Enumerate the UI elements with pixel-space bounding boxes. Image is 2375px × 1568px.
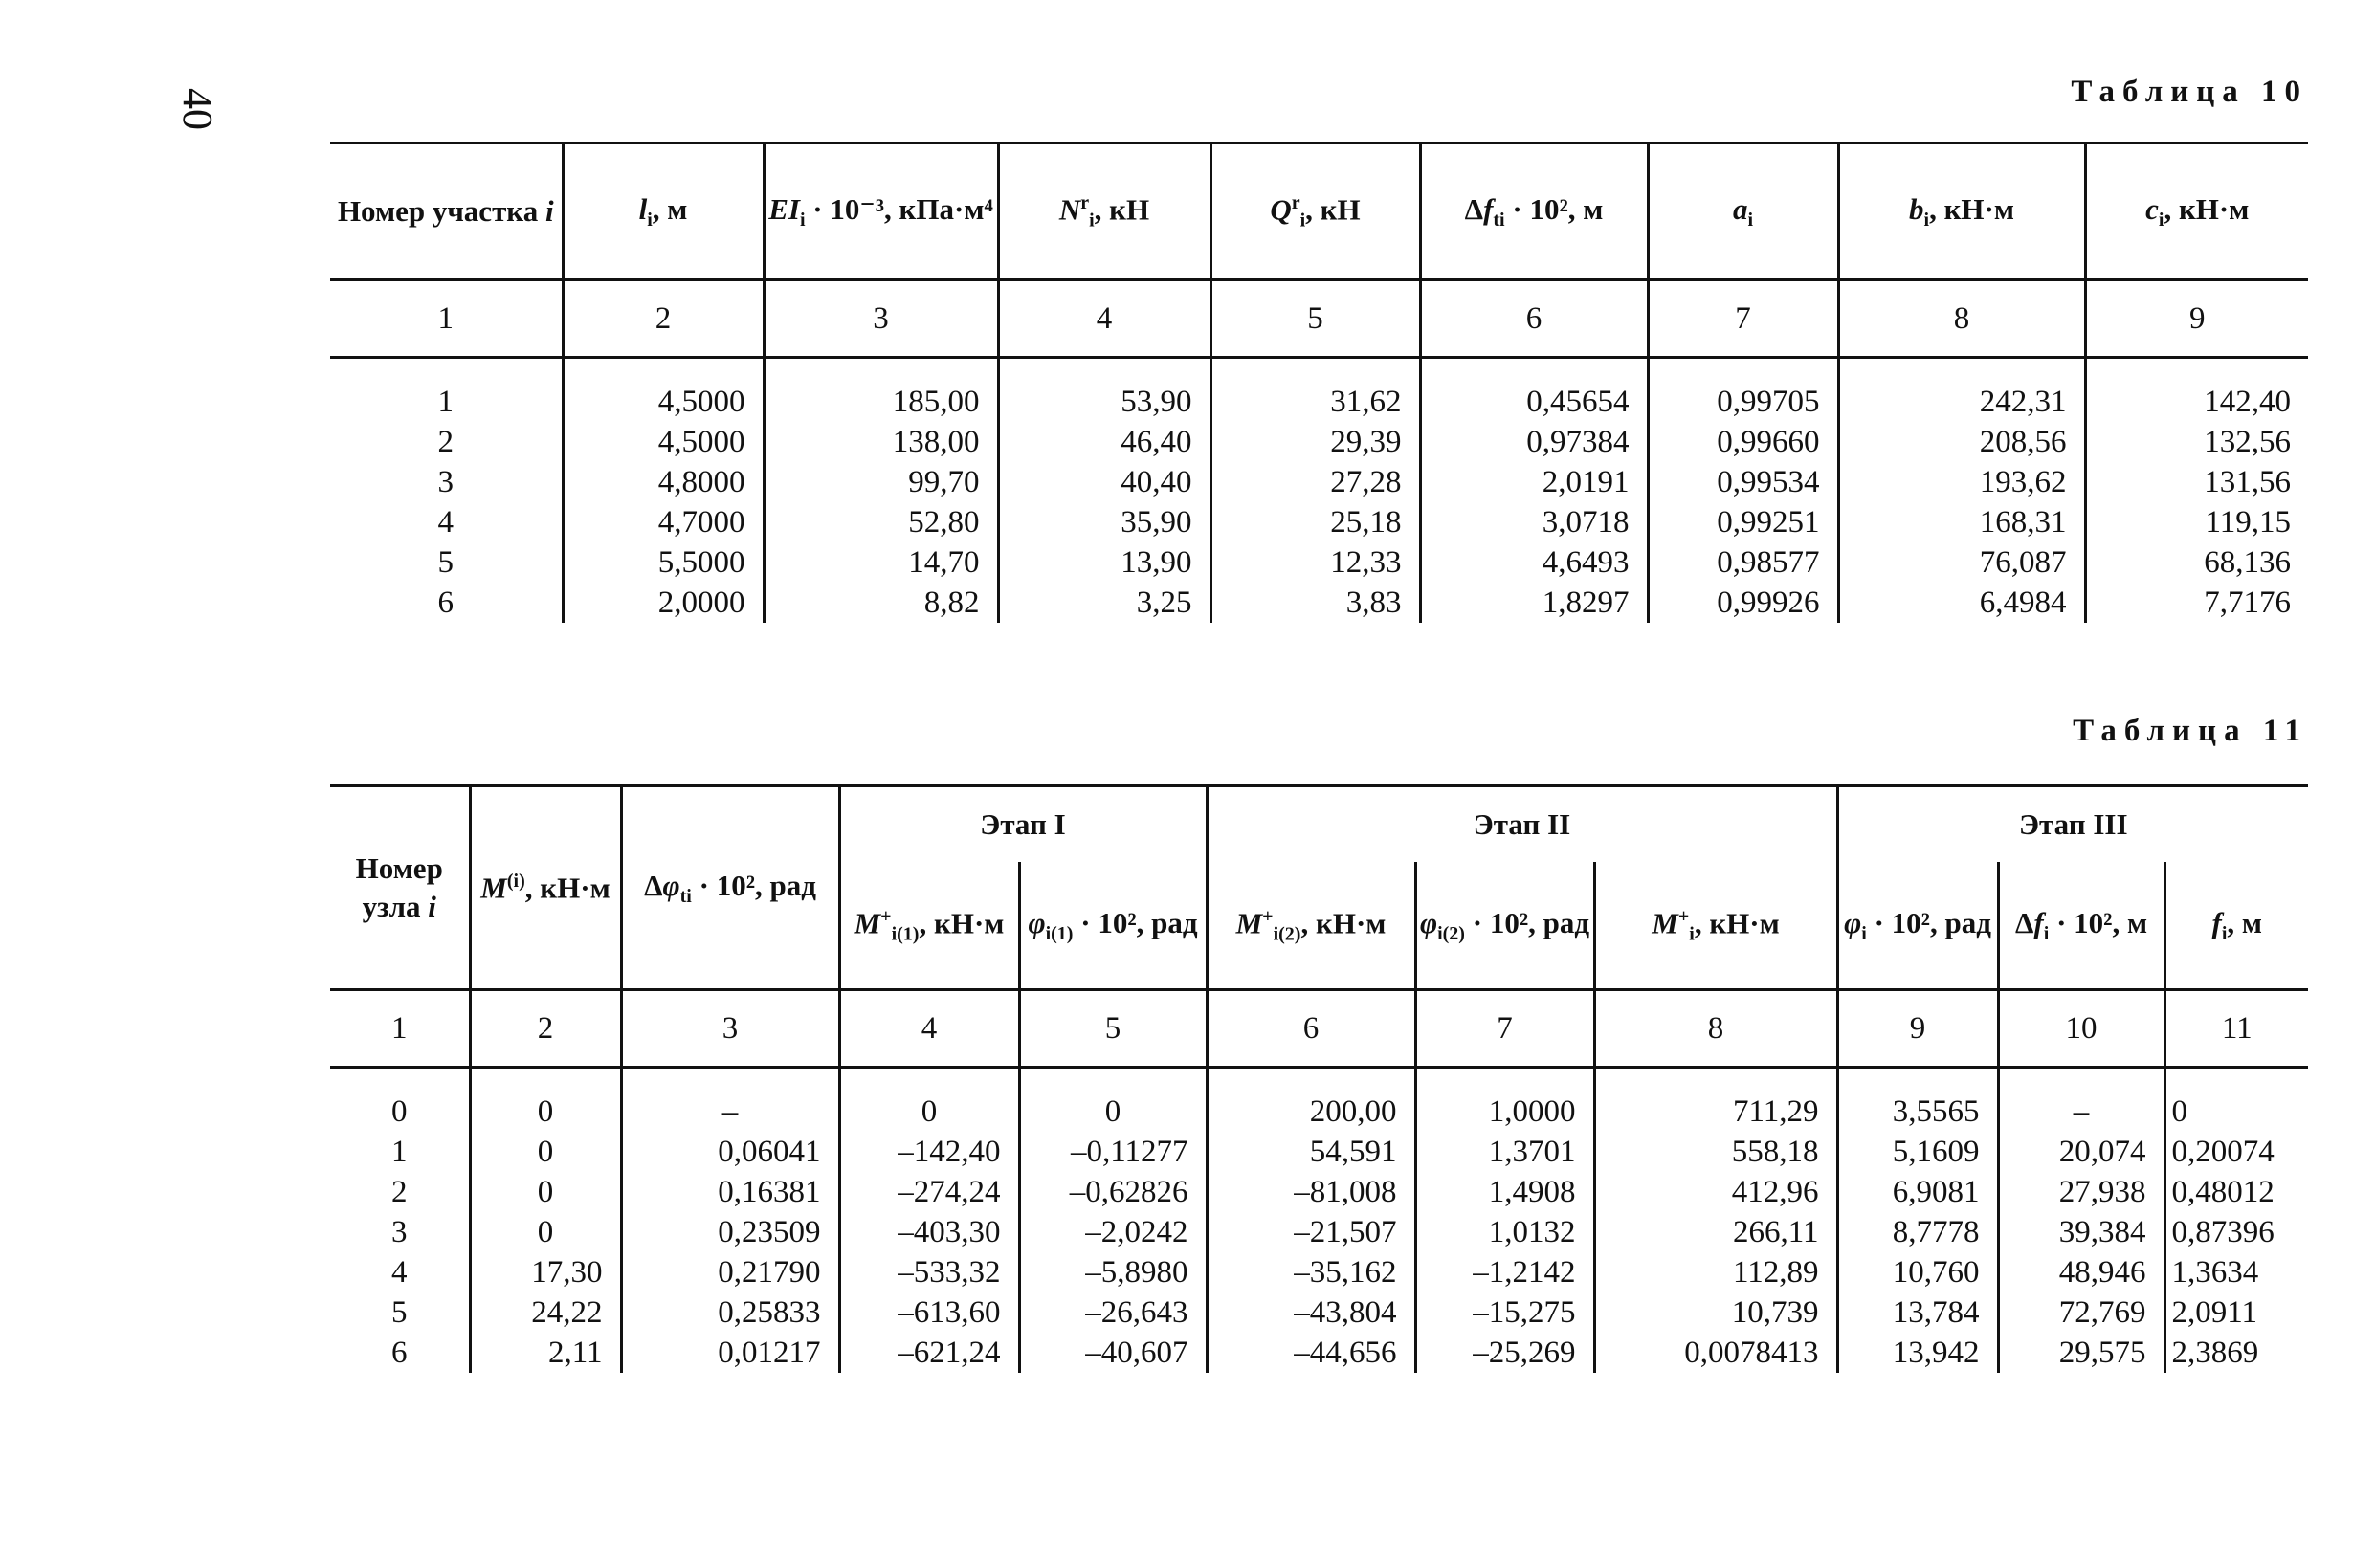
spacer-row bbox=[330, 358, 2308, 383]
table-cell: 27,938 bbox=[1998, 1172, 2164, 1212]
column-header bbox=[2085, 144, 2308, 280]
column-header bbox=[998, 144, 1210, 280]
table-cell: 6,4984 bbox=[1838, 583, 2085, 623]
column-number: 1 bbox=[330, 990, 470, 1068]
header-superscript: (i) bbox=[506, 870, 525, 892]
column-number: 1 bbox=[330, 280, 563, 358]
table-cell: 25,18 bbox=[1210, 502, 1420, 542]
spacer-cell bbox=[2085, 358, 2308, 383]
header-suffix: , кН·м bbox=[919, 906, 1005, 940]
table-cell: 0,21790 bbox=[621, 1252, 839, 1292]
table-cell: 0,25833 bbox=[621, 1292, 839, 1333]
column-number-row bbox=[330, 990, 2308, 1068]
spacer-cell bbox=[470, 1068, 621, 1093]
column-number-row bbox=[330, 280, 2308, 358]
spacer-cell bbox=[1838, 358, 2085, 383]
table-cell: 4 bbox=[437, 505, 454, 540]
header-superscript: r bbox=[1080, 191, 1090, 213]
table-cell: – bbox=[1998, 1092, 2164, 1132]
table-cell: 2 bbox=[437, 425, 454, 459]
table-cell: 0 bbox=[470, 1092, 621, 1132]
header-suffix: · 10², рад bbox=[691, 868, 816, 902]
header-suffix: , кН bbox=[1305, 192, 1361, 227]
column-number: 10 bbox=[1998, 990, 2164, 1068]
table-cell: 1 bbox=[437, 385, 454, 419]
table-cell: 2,0911 bbox=[2164, 1292, 2308, 1333]
table-cell: 5,1609 bbox=[1837, 1132, 1998, 1172]
spacer-cell bbox=[764, 358, 998, 383]
table-cell: 76,087 bbox=[1838, 542, 2085, 583]
header-row bbox=[330, 144, 2308, 280]
header-suffix: , кН·м bbox=[1300, 906, 1387, 940]
column-number: 4 bbox=[998, 280, 1210, 358]
header-suffix: , кН·м bbox=[1694, 906, 1780, 940]
header-subscript: i bbox=[1923, 210, 1930, 232]
table-cell: 168,31 bbox=[1838, 502, 2085, 542]
column-header bbox=[563, 144, 764, 280]
header-subscript: i bbox=[799, 210, 806, 232]
header-variable: i bbox=[428, 890, 436, 923]
header-subscript: i bbox=[2043, 923, 2050, 945]
group-header-row bbox=[330, 786, 2308, 863]
table-cell: 4,5000 bbox=[563, 422, 764, 462]
table-cell: 27,28 bbox=[1210, 462, 1420, 502]
header-suffix: , кН·м bbox=[2164, 191, 2250, 226]
table-cell: 4,7000 bbox=[563, 502, 764, 542]
stage-header: Этап II bbox=[1207, 786, 1837, 863]
table-cell: 1,4908 bbox=[1415, 1172, 1594, 1212]
table-cell: 0 bbox=[2164, 1092, 2308, 1132]
table-cell: 4,5000 bbox=[563, 382, 764, 422]
table-cell: 13,90 bbox=[998, 542, 1210, 583]
column-number: 4 bbox=[839, 990, 1019, 1068]
header-variable: c bbox=[2145, 191, 2159, 226]
table-cell: –2,0242 bbox=[1019, 1212, 1207, 1252]
table-cell: 2,11 bbox=[470, 1333, 621, 1373]
table-10 bbox=[330, 142, 2308, 623]
header-subscript: i bbox=[1747, 210, 1754, 232]
table-cell: 0 bbox=[470, 1132, 621, 1172]
table-cell: 24,22 bbox=[470, 1292, 621, 1333]
page-number: 40 bbox=[174, 88, 221, 130]
table-cell: 0,99660 bbox=[1648, 422, 1838, 462]
header-variable: f bbox=[2211, 905, 2222, 939]
spacer-cell bbox=[1019, 1068, 1207, 1093]
table-cell: 8,7778 bbox=[1837, 1212, 1998, 1252]
table-cell: –533,32 bbox=[839, 1252, 1019, 1292]
header-superscript: + bbox=[1262, 905, 1274, 927]
table-cell: –43,804 bbox=[1207, 1292, 1415, 1333]
header-variable: l bbox=[638, 191, 648, 226]
table-row bbox=[330, 422, 2308, 462]
column-header bbox=[1207, 862, 1415, 990]
table-cell: 193,62 bbox=[1838, 462, 2085, 502]
table-cell: 52,80 bbox=[764, 502, 998, 542]
table-cell: 0,23509 bbox=[621, 1212, 839, 1252]
table-cell: –5,8980 bbox=[1019, 1252, 1207, 1292]
table-cell: 46,40 bbox=[998, 422, 1210, 462]
header-suffix: , м bbox=[652, 191, 688, 226]
header-variable: b bbox=[1909, 191, 1924, 226]
table-cell: 40,40 bbox=[998, 462, 1210, 502]
header-subscript: i bbox=[1089, 210, 1095, 232]
table-cell: 1,3634 bbox=[2164, 1252, 2308, 1292]
table-cell: 8,82 bbox=[764, 583, 998, 623]
spacer-cell bbox=[2164, 1068, 2308, 1093]
column-header bbox=[1019, 862, 1207, 990]
table-row bbox=[330, 502, 2308, 542]
table-cell: 14,70 bbox=[764, 542, 998, 583]
column-number: 8 bbox=[1838, 280, 2085, 358]
table-cell: 5,5000 bbox=[563, 542, 764, 583]
column-number: 6 bbox=[1420, 280, 1648, 358]
table-cell: 6 bbox=[437, 585, 454, 620]
header-suffix: , кН·м bbox=[1929, 191, 2014, 226]
header-variable: φ bbox=[662, 868, 680, 902]
spacer-cell bbox=[1420, 358, 1648, 383]
column-header bbox=[470, 786, 621, 990]
column-number: 7 bbox=[1415, 990, 1594, 1068]
header-variable: f bbox=[2033, 905, 2044, 939]
table-cell: 35,90 bbox=[998, 502, 1210, 542]
table-row bbox=[330, 1212, 2308, 1252]
header-suffix: · 10⁻³, кПа·м⁴ bbox=[805, 191, 993, 226]
table-cell: –40,607 bbox=[1019, 1333, 1207, 1373]
table-cell: 0,99705 bbox=[1648, 382, 1838, 422]
header-variable: a bbox=[1732, 191, 1748, 226]
header-suffix: , кН·м bbox=[524, 871, 610, 905]
table-cell: 68,136 bbox=[2085, 542, 2308, 583]
column-number: 5 bbox=[1210, 280, 1420, 358]
table-cell: 2,0191 bbox=[1420, 462, 1648, 502]
header-prefix: Δ bbox=[1464, 191, 1484, 226]
table-cell: 0 bbox=[1019, 1092, 1207, 1132]
table-cell: 1,0000 bbox=[1415, 1092, 1594, 1132]
table-cell: 208,56 bbox=[1838, 422, 2085, 462]
header-superscript: + bbox=[880, 905, 892, 927]
table-cell: 1,0132 bbox=[1415, 1212, 1594, 1252]
column-header bbox=[839, 862, 1019, 990]
table-cell: 5 bbox=[391, 1295, 408, 1330]
spacer-cell bbox=[1207, 1068, 1415, 1093]
header-subscript: i(1) bbox=[1045, 923, 1074, 945]
table-cell: –613,60 bbox=[839, 1292, 1019, 1333]
header-variable: EI bbox=[768, 191, 800, 226]
table-cell: 0 bbox=[839, 1092, 1019, 1132]
column-number: 3 bbox=[764, 280, 998, 358]
table-cell: 0 bbox=[391, 1094, 408, 1129]
table-cell: 0,98577 bbox=[1648, 542, 1838, 583]
table-row bbox=[330, 462, 2308, 502]
spacer-cell bbox=[1415, 1068, 1594, 1093]
spacer-cell bbox=[330, 358, 563, 383]
header-subscript: i(2) bbox=[1437, 923, 1465, 945]
table-cell: 2 bbox=[391, 1175, 408, 1209]
spacer-cell bbox=[998, 358, 1210, 383]
table-cell: 3,83 bbox=[1210, 583, 1420, 623]
table-row bbox=[330, 1333, 2308, 1373]
column-header bbox=[2164, 862, 2308, 990]
table-cell: 185,00 bbox=[764, 382, 998, 422]
header-variable: M bbox=[1235, 906, 1263, 940]
table-cell: 1,8297 bbox=[1420, 583, 1648, 623]
table-cell: 72,769 bbox=[1998, 1292, 2164, 1333]
table-cell: –25,269 bbox=[1415, 1333, 1594, 1373]
column-header bbox=[1420, 144, 1648, 280]
header-superscript: + bbox=[1677, 905, 1690, 927]
table-cell: 1,3701 bbox=[1415, 1132, 1594, 1172]
table-cell: 0,99534 bbox=[1648, 462, 1838, 502]
column-number: 6 bbox=[1207, 990, 1415, 1068]
table-cell: 3,5565 bbox=[1837, 1092, 1998, 1132]
header-superscript: r bbox=[1291, 191, 1300, 213]
column-header bbox=[764, 144, 998, 280]
column-number: 2 bbox=[470, 990, 621, 1068]
table-cell: 39,384 bbox=[1998, 1212, 2164, 1252]
table-cell: 54,591 bbox=[1207, 1132, 1415, 1172]
table-cell: 200,00 bbox=[1207, 1092, 1415, 1132]
spacer-cell bbox=[839, 1068, 1019, 1093]
header-suffix: · 10², м bbox=[2049, 905, 2148, 939]
table-cell: 0,0078413 bbox=[1594, 1333, 1837, 1373]
table-cell: 99,70 bbox=[764, 462, 998, 502]
table-cell: 6 bbox=[391, 1336, 408, 1370]
header-subscript: i bbox=[1299, 210, 1306, 232]
table-cell: 53,90 bbox=[998, 382, 1210, 422]
column-header bbox=[1837, 862, 1998, 990]
header-prefix: Δ bbox=[644, 868, 663, 902]
header-suffix: , м bbox=[2227, 905, 2263, 939]
table-cell: 119,15 bbox=[2085, 502, 2308, 542]
table-cell: –274,24 bbox=[839, 1172, 1019, 1212]
table-cell: –81,008 bbox=[1207, 1172, 1415, 1212]
header-subscript: i bbox=[1861, 923, 1867, 945]
table-cell: 13,942 bbox=[1837, 1333, 1998, 1373]
spacer-cell bbox=[1648, 358, 1838, 383]
table-cell: 112,89 bbox=[1594, 1252, 1837, 1292]
header-subscript: i bbox=[1689, 923, 1695, 945]
table-cell: 13,784 bbox=[1837, 1292, 1998, 1333]
header-variable: Q bbox=[1270, 192, 1292, 227]
spacer-row bbox=[330, 1068, 2308, 1093]
column-header bbox=[1210, 144, 1420, 280]
table-cell: 0 bbox=[470, 1212, 621, 1252]
table-cell: – bbox=[621, 1092, 839, 1132]
table-11 bbox=[330, 784, 2308, 1373]
table-row bbox=[330, 1132, 2308, 1172]
table-cell: 17,30 bbox=[470, 1252, 621, 1292]
spacer-cell bbox=[621, 1068, 839, 1093]
table-cell: –0,11277 bbox=[1019, 1132, 1207, 1172]
table-cell: 3,0718 bbox=[1420, 502, 1648, 542]
table-cell: 4 bbox=[391, 1255, 408, 1290]
column-number: 11 bbox=[2164, 990, 2308, 1068]
column-header bbox=[1838, 144, 2085, 280]
header-variable: M bbox=[854, 906, 881, 940]
column-header bbox=[330, 786, 470, 990]
table-cell: 0,20074 bbox=[2164, 1132, 2308, 1172]
header-variable: φ bbox=[1844, 905, 1862, 939]
header-subscript: i(2) bbox=[1273, 923, 1301, 945]
header-variable: φ bbox=[1028, 905, 1046, 939]
header-suffix: · 10², рад bbox=[1464, 905, 1590, 939]
table-cell: –26,643 bbox=[1019, 1292, 1207, 1333]
table-cell: 131,56 bbox=[2085, 462, 2308, 502]
column-number: 5 bbox=[1019, 990, 1207, 1068]
column-number: 9 bbox=[1837, 990, 1998, 1068]
table-cell: 412,96 bbox=[1594, 1172, 1837, 1212]
column-number: 2 bbox=[563, 280, 764, 358]
header-variable: φ bbox=[1419, 905, 1438, 939]
header-subscript: ti bbox=[1493, 210, 1505, 232]
table-row bbox=[330, 1252, 2308, 1292]
table-cell: 12,33 bbox=[1210, 542, 1420, 583]
table-row bbox=[330, 542, 2308, 583]
table-cell: 0,99926 bbox=[1648, 583, 1838, 623]
table-cell: –44,656 bbox=[1207, 1333, 1415, 1373]
table-cell: 0,01217 bbox=[621, 1333, 839, 1373]
table-cell: 0 bbox=[470, 1172, 621, 1212]
table-cell: 132,56 bbox=[2085, 422, 2308, 462]
header-variable: i bbox=[544, 193, 554, 228]
spacer-cell bbox=[330, 1068, 470, 1093]
stage-header: Этап III bbox=[1837, 786, 2308, 863]
column-header bbox=[1594, 862, 1837, 990]
table-cell: 10,760 bbox=[1837, 1252, 1998, 1292]
header-subscript: i bbox=[2221, 923, 2228, 945]
table-cell: 4,6493 bbox=[1420, 542, 1648, 583]
header-subscript: ti bbox=[679, 886, 692, 908]
column-header bbox=[621, 786, 839, 990]
table-cell: 29,575 bbox=[1998, 1333, 2164, 1373]
table-cell: –15,275 bbox=[1415, 1292, 1594, 1333]
table-cell: 31,62 bbox=[1210, 382, 1420, 422]
table-cell: 0,06041 bbox=[621, 1132, 839, 1172]
table-10-caption: Таблица 10 bbox=[2071, 75, 2308, 109]
table-row bbox=[330, 1092, 2308, 1132]
header-prefix: Номер узла bbox=[355, 850, 443, 923]
table-cell: 4,8000 bbox=[563, 462, 764, 502]
table-cell: –1,2142 bbox=[1415, 1252, 1594, 1292]
table-cell: –0,62826 bbox=[1019, 1172, 1207, 1212]
table-cell: 3 bbox=[437, 465, 454, 499]
table-row bbox=[330, 583, 2308, 623]
table-cell: –142,40 bbox=[839, 1132, 1019, 1172]
stage-header: Этап I bbox=[839, 786, 1207, 863]
column-header bbox=[1648, 144, 1838, 280]
table-cell: –21,507 bbox=[1207, 1212, 1415, 1252]
table-cell: 2,3869 bbox=[2164, 1333, 2308, 1373]
table-row bbox=[330, 382, 2308, 422]
column-header bbox=[1998, 862, 2164, 990]
header-prefix: Δ bbox=[2014, 905, 2034, 939]
spacer-cell bbox=[1210, 358, 1420, 383]
spacer-cell bbox=[563, 358, 764, 383]
header-subscript: i bbox=[647, 210, 653, 232]
table-cell: 0,87396 bbox=[2164, 1212, 2308, 1252]
table-cell: 266,11 bbox=[1594, 1212, 1837, 1252]
table-row bbox=[330, 1292, 2308, 1333]
column-number: 7 bbox=[1648, 280, 1838, 358]
table-cell: 0,45654 bbox=[1420, 382, 1648, 422]
table-11-caption: Таблица 11 bbox=[2073, 714, 2308, 748]
column-number: 9 bbox=[2085, 280, 2308, 358]
table-row bbox=[330, 1172, 2308, 1212]
header-suffix: , кН bbox=[1094, 192, 1150, 227]
header-subscript: i bbox=[2158, 210, 2164, 232]
header-variable: N bbox=[1058, 192, 1081, 227]
column-number: 3 bbox=[621, 990, 839, 1068]
header-subscript: i(1) bbox=[891, 923, 920, 945]
table-cell: 5 bbox=[437, 545, 454, 580]
table-cell: 2,0000 bbox=[563, 583, 764, 623]
table-cell: –621,24 bbox=[839, 1333, 1019, 1373]
header-variable: M bbox=[480, 871, 507, 905]
table-cell: 0,99251 bbox=[1648, 502, 1838, 542]
table-cell: 20,074 bbox=[1998, 1132, 2164, 1172]
header-suffix: · 10², рад bbox=[1866, 905, 1991, 939]
table-cell: 3,25 bbox=[998, 583, 1210, 623]
header-variable: f bbox=[1483, 191, 1494, 226]
column-header bbox=[330, 144, 563, 280]
table-cell: 6,9081 bbox=[1837, 1172, 1998, 1212]
table-cell: 142,40 bbox=[2085, 382, 2308, 422]
table-cell: –403,30 bbox=[839, 1212, 1019, 1252]
table-cell: 558,18 bbox=[1594, 1132, 1837, 1172]
spacer-cell bbox=[1837, 1068, 1998, 1093]
spacer-cell bbox=[1594, 1068, 1837, 1093]
table-cell: 3 bbox=[391, 1215, 408, 1249]
spacer-cell bbox=[1998, 1068, 2164, 1093]
table-cell: 48,946 bbox=[1998, 1252, 2164, 1292]
table-cell: 7,7176 bbox=[2085, 583, 2308, 623]
table-cell: 242,31 bbox=[1838, 382, 2085, 422]
column-header bbox=[1415, 862, 1594, 990]
table-cell: 0,97384 bbox=[1420, 422, 1648, 462]
table-cell: 0,16381 bbox=[621, 1172, 839, 1212]
header-suffix: · 10², м bbox=[1504, 191, 1604, 226]
table-cell: 711,29 bbox=[1594, 1092, 1837, 1132]
table-cell: 0,48012 bbox=[2164, 1172, 2308, 1212]
table-cell: 138,00 bbox=[764, 422, 998, 462]
table-cell: 29,39 bbox=[1210, 422, 1420, 462]
column-number: 8 bbox=[1594, 990, 1837, 1068]
header-prefix: Номер участка bbox=[337, 193, 545, 228]
table-cell: –35,162 bbox=[1207, 1252, 1415, 1292]
table-cell: 1 bbox=[391, 1135, 408, 1169]
header-variable: M bbox=[1652, 906, 1678, 940]
header-suffix: · 10², рад bbox=[1073, 905, 1198, 939]
table-cell: 10,739 bbox=[1594, 1292, 1837, 1333]
